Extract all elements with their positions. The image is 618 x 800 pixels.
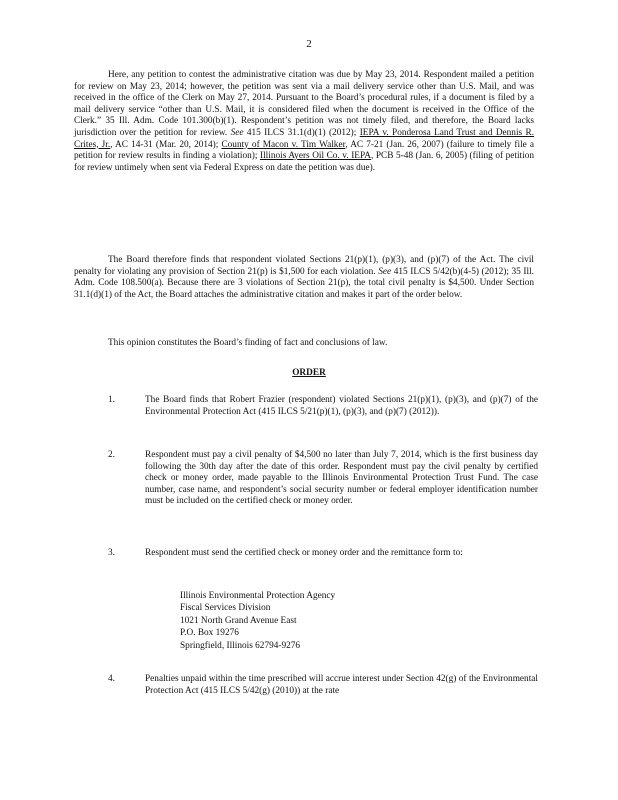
para3-text: This opinion constitutes the Board’s finding of fact and conclusions of law. [108,338,388,348]
paragraph-conclusion [74,338,534,350]
item-text: The Board finds that Robert Frazier (respondent) violated Sections 21(p)(1), (p)(3), and (p)(7) of the Environmental Protection Act (415 ILCS 5/21(p)(1), (p)(3), and (p)(7) (2012)). [145,395,538,417]
para1-text-a: Here, any petition to contest the administrative citation was due by May 23, 2014. Respondent mailed a petition for review on May 23, 2014; however, the petition was sent via a mail delivery service other than U.S. Mail, and was received in the office of the Clerk on May 27, 2014. Pursuant to the Board’s procedural rules, if a document is filed by a mail delivery service “other than U.S. Mail, it is considered filed when the document is received in the Office of the Clerk.” 35 Ill. Adm. Code 101.300(b)(1). Respondent’s petition was not timely filed, and therefore, the Board lacks jurisdiction over the petition for review. [74,70,534,138]
order-item [108,674,538,697]
remittance-address [180,590,335,652]
address-line: Fiscal Services Division [180,603,271,614]
case-ayers-oil: Illinois Ayers Oil Co. v. IEPA [259,151,371,162]
para1-text-b: 415 ILCS 31.1(d)(1) (2012); [246,127,357,138]
para1-text-e: , PCB 5-48 (Jan. 6, 2005) (filing of petition for review untimely when sent via Federal Express on date the petition was due). [74,151,534,173]
order-item [108,548,538,560]
paragraph-findings [74,255,534,301]
item-number: 3. [108,548,115,558]
item-text: Respondent must send the certified check or money order and the remittance form to: [145,548,463,558]
item-number: 2. [108,450,115,460]
para2-text-a: The Board therefore finds that respondent violated Sections 21(p)(1), (p)(3), and (p)(7) of the Act. The civil penalty for violating any provision of Section 21(p) is $1,500 for each violation. [74,255,534,277]
item-number: 4. [108,674,115,684]
item-text: Penalties unpaid within the time prescribed will accrue interest under Section 42(g) of the Environmental Protection Act (415 ILCS 5/42(g) (2010)) at the rate [145,674,538,696]
paragraph-timeliness [74,70,534,174]
para1-text-c: , AC 14-31 (Mar. 20, 2014); [110,139,219,150]
address-line: 1021 North Grand Avenue East [180,615,297,626]
para2-text-b: 415 ILCS 5/42(b)(4-5) (2012); 35 Ill. Adm. Code 108.500(a). Because there are 3 violations of Section 21(p), the total civil penalty is $4,500. Under Section 31.1(d)(1) of the Act, the Board attaches the administrative citation and makes it part of the order below. [74,266,534,300]
order-heading: ORDER [292,368,326,378]
order-item [108,450,538,508]
order-item [108,395,538,418]
case-ponderosa: IEPA v. Ponderosa Land Trust and Dennis R. Crites, Jr. [74,127,535,150]
address-line: P.O. Box 19276 [180,628,239,639]
para1-text-d: , AC 7-21 (Jan. 26, 2007) (failure to timely file a petition for review results in finding a violation); [74,139,535,162]
item-text: Respondent must pay a civil penalty of $4,500 no later than July 7, 2014, which is the first business day following the 30th day after the date of this order. Respondent must pay the civil penalty by certified check or money order, made payable to the Illinois Environmental Protection Trust Fund. The case number, case name, and respondent’s social security number or federal employer identification number must be included on the certified check or money order. [145,450,538,507]
page-number: 2 [306,38,312,50]
see-signal: See [230,127,244,138]
item-number: 1. [108,395,115,405]
see-signal: See [378,266,392,277]
address-line: Springfield, Illinois 62794-9276 [180,640,301,651]
address-line: Illinois Environmental Protection Agency [180,591,336,601]
case-macon-walker: County of Macon v. Tim Walker [221,139,346,150]
